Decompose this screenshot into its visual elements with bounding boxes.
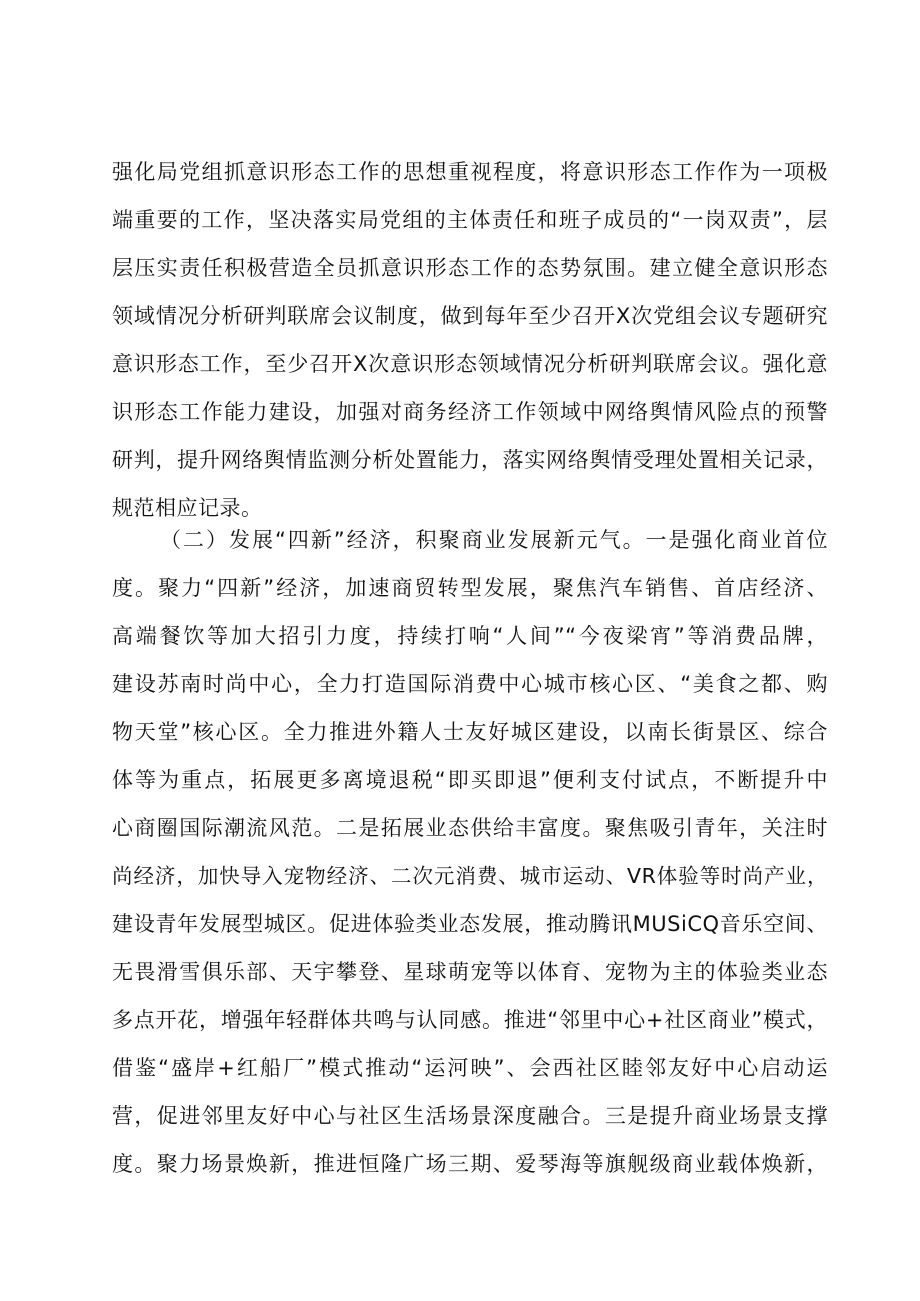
text-line: 规范相应记录。	[112, 496, 263, 520]
paragraph-heading-line: （二）发展“四新”经济，积聚商业发展新元气。一是强化商业首位	[160, 528, 828, 552]
text-line: 强化局党组抓意识形态工作的思想重视程度，将意识形态工作作为一项极	[112, 160, 828, 184]
text-line: 领域情况分析研判联席会议制度，做到每年至少召开X次党组会议专题研究	[112, 304, 828, 328]
text-line: 多点开花，增强年轻群体共鸣与认同感。推进“邻里中心+社区商业”模式，	[112, 1008, 828, 1032]
text-line: 度。聚力场景焕新，推进恒隆广场三期、爱琴海等旗舰级商业载体焕新，	[112, 1152, 828, 1176]
text-line: 借鉴“盛岸+红船厂”模式推动“运河映”、会西社区睦邻友好中心启动运	[112, 1056, 828, 1080]
text-line: 高端餐饮等加大招引力度，持续打响“人间”“今夜梁宵”等消费品牌，	[112, 624, 828, 648]
text-line: 度。聚力“四新”经济，加速商贸转型发展，聚焦汽车销售、首店经济、	[112, 576, 828, 600]
text-line: 端重要的工作，坚决落实局党组的主体责任和班子成员的“一岗双责”，层	[112, 208, 828, 232]
text-line: 识形态工作能力建设，加强对商务经济工作领域中网络舆情风险点的预警	[112, 400, 828, 424]
text-line: 意识形态工作，至少召开X次意识形态领域情况分析研判联席会议。强化意	[112, 352, 828, 376]
text-line: 营，促进邻里友好中心与社区生活场景深度融合。三是提升商业场景支撑	[112, 1104, 828, 1128]
text-line: 尚经济，加快导入宠物经济、二次元消费、城市运动、VR体验等时尚产业，	[112, 864, 828, 888]
text-line: 无畏滑雪俱乐部、天宇攀登、星球萌宠等以体育、宠物为主的体验类业态	[112, 960, 828, 984]
text-line: 物天堂”核心区。全力推进外籍人士友好城区建设，以南长街景区、综合	[112, 720, 828, 744]
text-line: 建设苏南时尚中心，全力打造国际消费中心城市核心区、“美食之都、购	[112, 672, 828, 696]
text-line: 研判，提升网络舆情监测分析处置能力，落实网络舆情受理处置相关记录，	[112, 448, 828, 472]
text-line: 心商圈国际潮流风范。二是拓展业态供给丰富度。聚焦吸引青年，关注时	[112, 816, 828, 840]
text-line: 体等为重点，拓展更多离境退税“即买即退”便利支付试点，不断提升中	[112, 768, 828, 792]
text-line: 层压实责任积极营造全员抓意识形态工作的态势氛围。建立健全意识形态	[112, 256, 828, 280]
text-line: 建设青年发展型城区。促进体验类业态发展，推动腾讯MUSiCQ音乐空间、	[112, 912, 828, 936]
